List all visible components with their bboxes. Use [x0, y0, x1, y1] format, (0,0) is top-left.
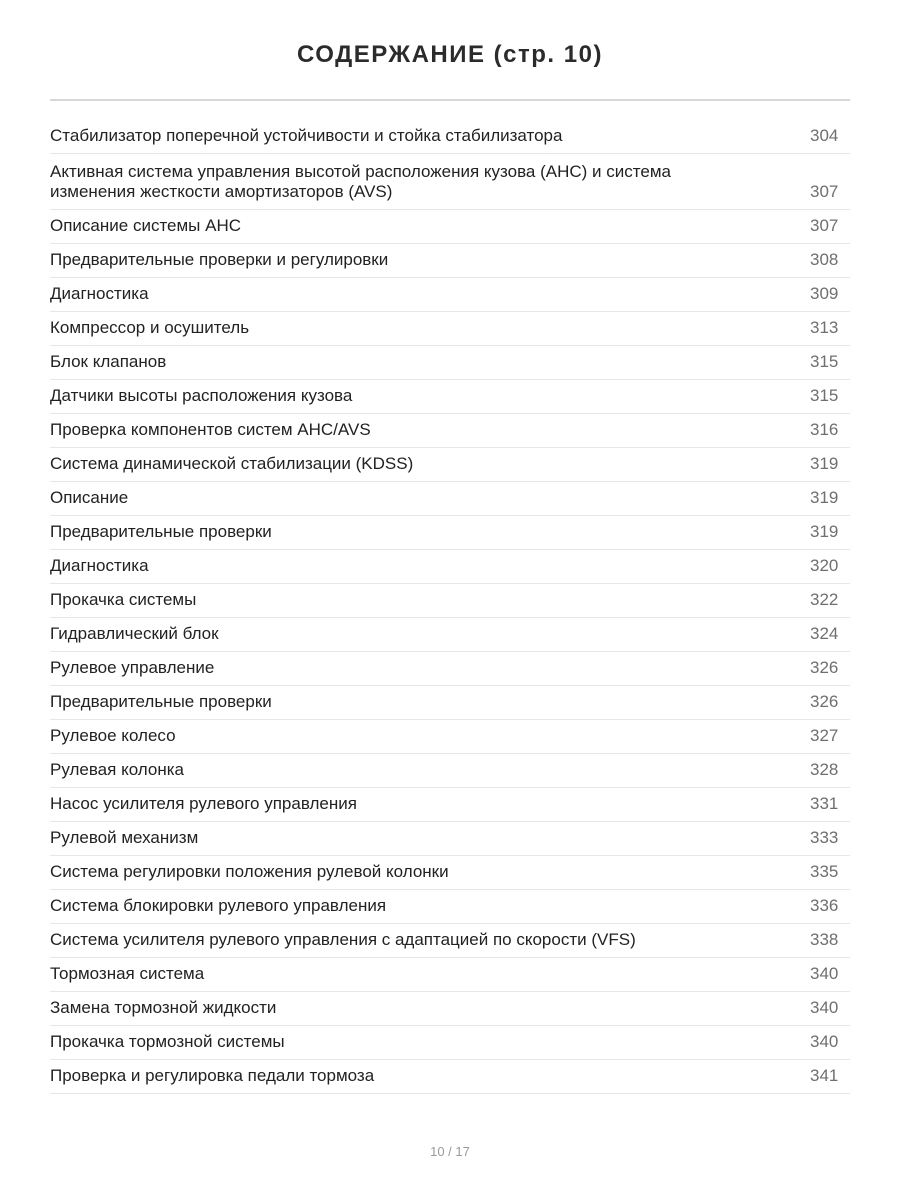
toc-entry-title: Тормозная система [50, 964, 205, 983]
toc-entry-page: 308 [810, 250, 839, 269]
toc-entry[interactable] [50, 1026, 850, 1060]
toc-entry-page: 324 [810, 624, 839, 643]
toc-entry[interactable] [50, 618, 850, 652]
toc-entry-title: Рулевой механизм [50, 828, 199, 847]
toc-entry-title: Предварительные проверки [50, 692, 272, 711]
toc-entry-page: 315 [810, 352, 839, 371]
toc-entry-title: Проверка и регулировка педали тормоза [50, 1066, 375, 1085]
toc-entry-page: 315 [810, 386, 839, 405]
toc-entry[interactable] [50, 924, 850, 958]
toc-entry-page: 307 [810, 216, 839, 235]
toc-entry[interactable] [50, 686, 850, 720]
toc-entry[interactable] [50, 516, 850, 550]
toc-entry-title: Система блокировки рулевого управления [50, 896, 387, 915]
toc-entry-title: Датчики высоты расположения кузова [50, 386, 353, 405]
toc-entry[interactable] [50, 788, 850, 822]
toc-entry[interactable] [50, 210, 850, 244]
toc-entry-title: Рулевая колонка [50, 760, 184, 779]
toc-entry-page: 333 [810, 828, 839, 847]
toc-entry-page: 322 [810, 590, 839, 609]
toc-entry-page: 326 [810, 692, 839, 711]
toc-entry[interactable] [50, 244, 850, 278]
toc-entry-page: 313 [810, 318, 839, 337]
toc-entry[interactable] [50, 482, 850, 516]
toc-entry-title: Гидравлический блок [50, 624, 219, 643]
toc-entry-page: 340 [810, 964, 839, 983]
toc-entry-title: Прокачка системы [50, 590, 197, 609]
toc-entry-title: Прокачка тормозной системы [50, 1032, 285, 1051]
toc-entry[interactable] [50, 992, 850, 1026]
toc-entry[interactable] [50, 720, 850, 754]
toc-entry-page: 336 [810, 896, 839, 915]
toc-entry[interactable] [50, 856, 850, 890]
toc-entry-title: Система регулировки положения рулевой колонки [50, 862, 449, 881]
toc-entry-page: 316 [810, 420, 839, 439]
toc-entry-title: Замена тормозной жидкости [50, 998, 277, 1017]
toc-entry-title: Стабилизатор поперечной устойчивости и стойка стабилизатора [50, 126, 563, 145]
toc-entry[interactable] [50, 414, 850, 448]
toc-entry-title: Насос усилителя рулевого управления [50, 794, 357, 813]
toc-entry-title: Активная система управления высотой расположения кузова (АНС) и система изменения жесткости амортизаторов (AVS) [50, 162, 671, 201]
toc-entry-page: 320 [810, 556, 839, 575]
toc-entry-page: 307 [810, 182, 839, 201]
toc-entry[interactable] [50, 346, 850, 380]
table-of-contents [50, 120, 850, 1094]
toc-entry-title: Компрессор и осушитель [50, 318, 250, 337]
page-indicator: 10 / 17 [430, 1144, 470, 1159]
toc-entry[interactable] [50, 754, 850, 788]
toc-entry-page: 340 [810, 998, 839, 1017]
toc-entry-title: Рулевое колесо [50, 726, 176, 745]
toc-entry-title: Проверка компонентов систем АНС/AVS [50, 420, 371, 439]
toc-entry[interactable] [50, 312, 850, 346]
toc-entry[interactable] [50, 448, 850, 482]
toc-entry[interactable] [50, 380, 850, 414]
page-title: СОДЕРЖАНИЕ (стр. 10) [297, 41, 603, 68]
toc-entry[interactable] [50, 1060, 850, 1094]
toc-entry[interactable] [50, 550, 850, 584]
toc-entry-title: Рулевое управление [50, 658, 215, 677]
toc-entry[interactable] [50, 652, 850, 686]
toc-entry-title: Диагностика [50, 556, 149, 575]
toc-entry[interactable] [50, 154, 850, 210]
toc-entry[interactable] [50, 958, 850, 992]
toc-entry-page: 326 [810, 658, 839, 677]
toc-entry[interactable] [50, 890, 850, 924]
title-divider [50, 99, 850, 101]
toc-entry[interactable] [50, 822, 850, 856]
toc-entry-page: 338 [810, 930, 839, 949]
toc-entry-title: Диагностика [50, 284, 149, 303]
toc-entry-page: 319 [810, 522, 839, 541]
toc-entry-title: Блок клапанов [50, 352, 167, 371]
toc-entry-page: 327 [810, 726, 839, 745]
toc-entry-title: Описание [50, 488, 129, 507]
toc-entry[interactable] [50, 120, 850, 154]
toc-entry-page: 328 [810, 760, 839, 779]
toc-entry[interactable] [50, 584, 850, 618]
toc-entry-page: 341 [810, 1066, 839, 1085]
toc-entry-title: Предварительные проверки [50, 522, 272, 541]
toc-entry-title: Система усилителя рулевого управления с адаптацией по скорости (VFS) [50, 930, 636, 949]
toc-entry[interactable] [50, 278, 850, 312]
toc-entry-page: 309 [810, 284, 839, 303]
toc-entry-page: 304 [810, 126, 839, 145]
toc-entry-title: Предварительные проверки и регулировки [50, 250, 389, 269]
toc-entry-page: 331 [810, 794, 839, 813]
toc-entry-page: 319 [810, 454, 839, 473]
toc-entry-page: 319 [810, 488, 839, 507]
toc-entry-page: 335 [810, 862, 839, 881]
toc-entry-title: Описание системы АНС [50, 216, 242, 235]
toc-entry-title: Система динамической стабилизации (KDSS) [50, 454, 414, 473]
toc-entry-page: 340 [810, 1032, 839, 1051]
